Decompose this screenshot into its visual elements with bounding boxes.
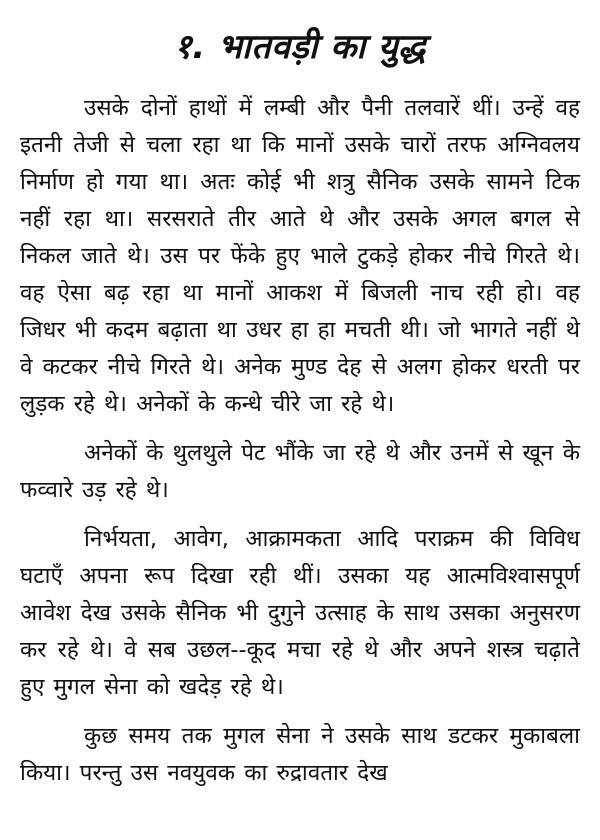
paragraph-1: उसके दोनों हाथों में लम्बी और पैनी तलवारें थीं। उन्हें वह इतनी तेजी से चला रहा था कि मानों उसके चारों तरफ अग्निवलय निर्माण हो गया था। अतः कोई भी शत्रु सैनिक उसके सामने टिक नहीं रहा था। सरसराते तीर आते थे और उसके अगल बगल से निकल जाते थे। उस पर फेंके हुए भाले टुकड़े होकर नीचे गिरते थे। वह ऐसा बढ़ रहा था मानों आकश में बिजली नाच रही हो। वह जिधर भी कदम बढ़ाता था उधर हा हा मचती थी। जो भागते नहीं थे वे कटकर नीचे गिरते थे। अनेक मुण्ड देह से अलग होकर धरती पर लुड़क रहे थे। अनेकों के कन्धे चीरे जा रहे थे। — [20, 95, 580, 417]
paragraph-3: निर्भयता, आवेग, आक्रामकता आदि पराक्रम की विविध घटाएँ अपना रूप दिखा रही थीं। उसका यह आत्मविश्वासपूर्ण आवेश देख उसके सैनिक भी दुगुने उत्साह के साथ उसका अनुसरण कर रहे थे। वे सब उछल--कूद मचा रहे थे और अपने शस्त्र चढ़ाते हुए मुगल सेना को खदेड़ रहे थे। — [20, 526, 580, 700]
chapter-title: १. भातवड़ी का युद्ध — [174, 27, 426, 67]
paragraph-2: अनेकों के थुलथुले पेट भौंके जा रहे थे और उनमें से खून के फव्वारे उड़ रहे थे। — [20, 440, 580, 503]
paragraph-4: कुछ समय तक मुगल सेना ने उसके साथ डटकर मुकाबला किया। परन्तु उस नवयुवक का रुद्रावतार देख — [20, 723, 580, 786]
